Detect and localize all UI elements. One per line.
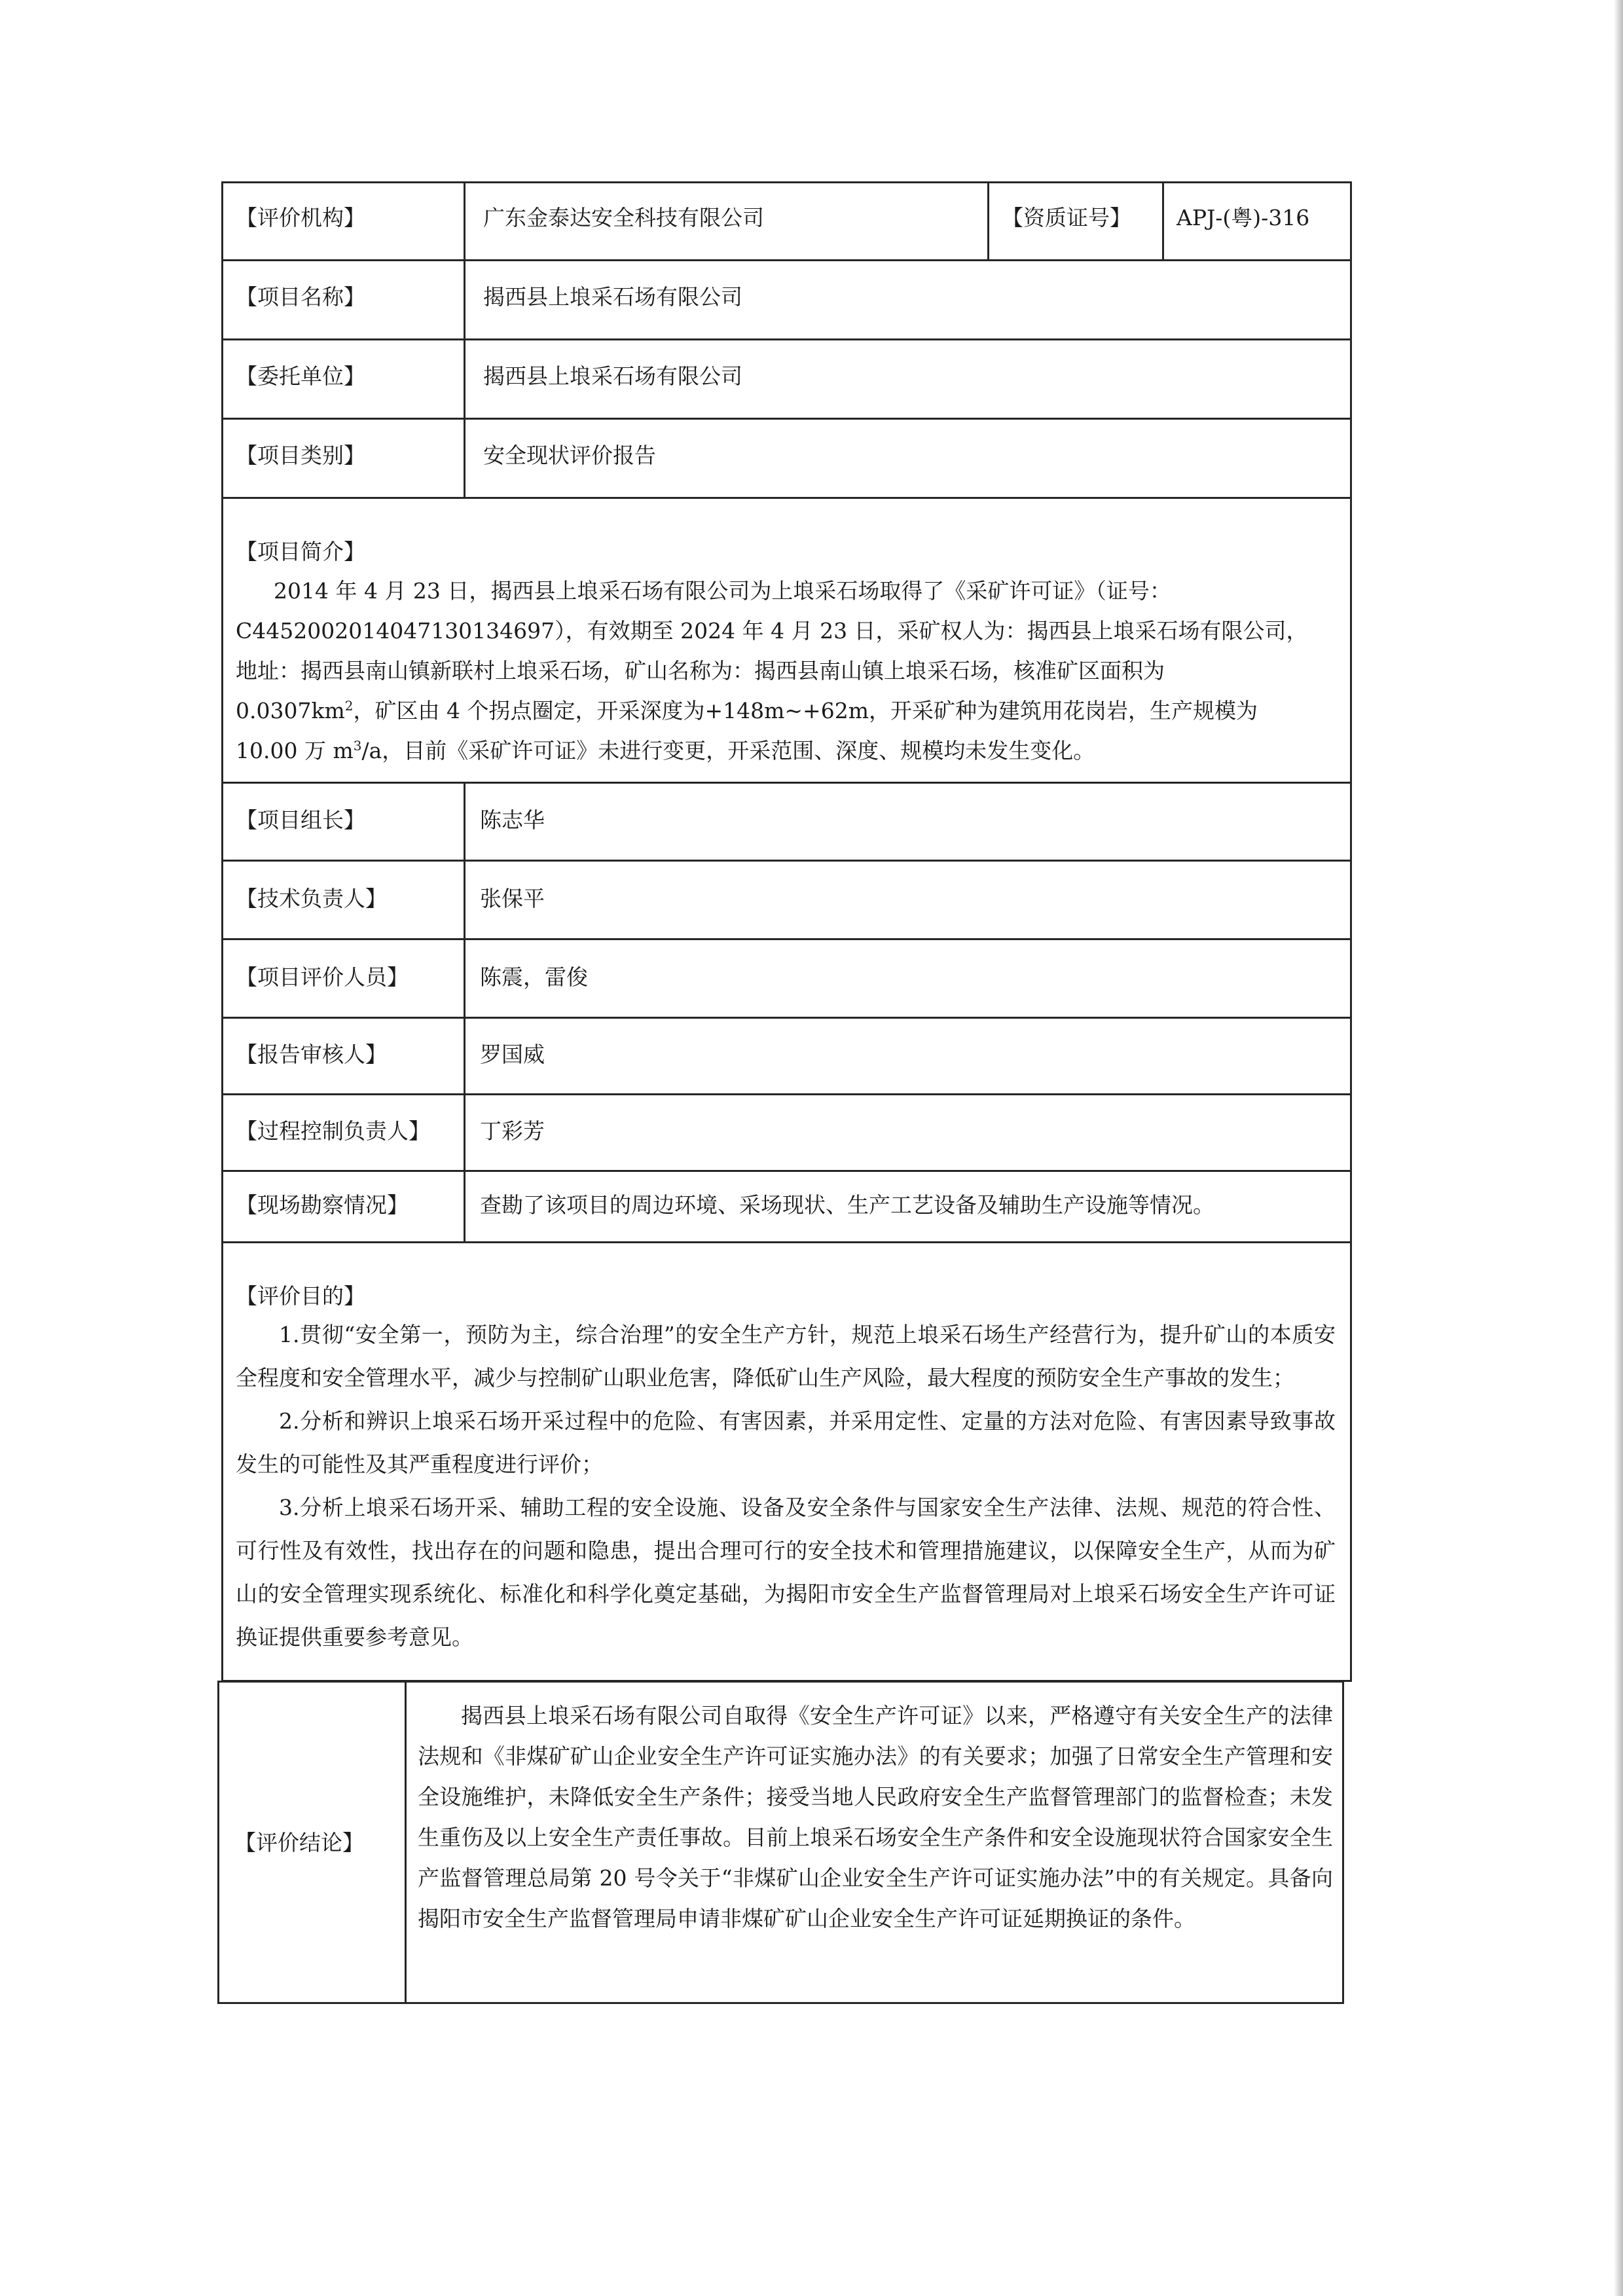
intro-line: 10.00 万 $m^3/a$，目前《采矿许可证》未进行变更，开采范围、深度、规模均未发生变化。: [236, 738, 1095, 763]
client-label: 【委托单位】: [236, 363, 365, 389]
table-rule: [221, 418, 1352, 420]
table-rule: [221, 1170, 1352, 1172]
purpose-item: 3.分析上埌采石场开采、辅助工程的安全设施、设备及安全条件与国家安全生产法律、法规、规范的符合性、可行性及有效性，找出存在的问题和隐患，提出合理可行的安全技术和管理措施建议，以保障安全生产，从而为矿山的安全管理实现系统化、标准化和科学化奠定基础，为揭阳市安全生产监督管理局对上埌采石场安全生产许可证换证提供重要参考意见。: [236, 1495, 1336, 1650]
table-rule: [221, 1017, 1352, 1019]
intro-line: 2014 年 4 月 23 日，揭西县上埌采石场有限公司为上埌采石场取得了《采矿许可证》（证号：: [274, 578, 1171, 604]
conclusion-text: 揭西县上埌采石场有限公司自取得《安全生产许可证》以来，严格遵守有关安全生产的法律法规和《非煤矿矿山企业安全生产许可证实施办法》的有关要求；加强了日常安全生产管理和安全设施维护，未降低安全生产条件；接受当地人民政府安全生产监督管理部门的监督检查；未发生重伤及以上安全生产责任事故。目前上埌采石场安全生产条件和安全设施现状符合国家安全生产监督管理总局第 20 号令关于“非煤矿山企业安全生产许可证实施办法”中的有关规定。具备向揭阳市安全生产监督管理局申请非煤矿矿山企业安全生产许可证延期换证的条件。: [418, 1703, 1333, 1931]
intro-line: 地址：揭西县南山镇新联村上埌采石场，矿山名称为：揭西县南山镇上埌采石场，核准矿区面积为: [236, 658, 1165, 683]
table-rule: [1162, 181, 1164, 261]
table-rule: [221, 1093, 1352, 1095]
table-rule: [987, 181, 989, 261]
evaluators-label: 【项目评价人员】: [236, 964, 409, 990]
tech-lead-label: 【技术负责人】: [236, 886, 387, 911]
purpose-item: 1.贯彻“安全第一，预防为主，综合治理”的安全生产方针，规范上埌采石场生产经营行为，提升矿山的本质安全程度和安全管理水平，减少与控制矿山职业危害，降低矿山生产风险，最大程度的预防安全生产事故的发生；: [236, 1322, 1336, 1391]
qualification-value: APJ-(粤)-316: [1176, 205, 1310, 230]
purpose-heading: 【评价目的】: [236, 1283, 365, 1309]
category-label: 【项目类别】: [236, 443, 365, 468]
site-survey-value: 查勘了该项目的周边环境、采场现状、生产工艺设备及辅助生产设施等情况。: [480, 1192, 1214, 1218]
table-rule: [221, 938, 1352, 940]
scan-edge: [1614, 0, 1623, 2296]
reviewer-value: 罗国威: [480, 1042, 545, 1067]
conclusion-label: 【评价结论】: [234, 1830, 364, 1855]
purpose-item: 2.分析和辨识上埌采石场开采过程中的危险、有害因素，并采用定性、定量的方法对危险、有害因素导致事故发生的可能性及其严重程度进行评价；: [236, 1408, 1336, 1477]
evaluators-value: 陈震，雷俊: [480, 964, 588, 990]
team-leader-label: 【项目组长】: [236, 807, 365, 833]
process-control-label: 【过程控制负责人】: [236, 1118, 430, 1144]
table-rule: [221, 259, 1352, 261]
project-name-value: 揭西县上埌采石场有限公司: [483, 284, 742, 310]
org-value: 广东金泰达安全科技有限公司: [483, 205, 764, 230]
table-rule: [221, 338, 1352, 340]
table-rule: [464, 181, 465, 498]
client-value: 揭西县上埌采石场有限公司: [483, 363, 742, 389]
table-rule: [221, 782, 1352, 784]
intro-line: $0.0307km^2$，矿区由 4 个拐点圈定，开采深度为+148m~+62m，开采矿种为建筑用花岗岩，生产规模为: [236, 698, 1258, 723]
table-rule: [221, 1241, 1352, 1243]
category-value: 安全现状评价报告: [483, 443, 656, 468]
reviewer-label: 【报告审核人】: [236, 1042, 387, 1067]
qualification-label: 【资质证号】: [1002, 205, 1131, 230]
purpose-list: [236, 1313, 1336, 1659]
table-rule: [221, 497, 1352, 499]
site-survey-label: 【现场勘察情况】: [236, 1192, 409, 1218]
tech-lead-value: 张保平: [480, 886, 545, 911]
org-label: 【评价机构】: [236, 205, 365, 230]
table-rule: [221, 860, 1352, 862]
intro-line: C4452002014047130134697），有效期至 2024 年 4 月 23 日，采矿权人为：揭西县上埌采石场有限公司，: [236, 618, 1308, 644]
table-rule: [405, 1681, 407, 2004]
team-leader-value: 陈志华: [480, 807, 545, 833]
process-control-value: 丁彩芳: [480, 1118, 545, 1144]
project-name-label: 【项目名称】: [236, 284, 365, 310]
intro-heading: 【项目简介】: [236, 539, 365, 564]
table-rule: [464, 782, 465, 1243]
